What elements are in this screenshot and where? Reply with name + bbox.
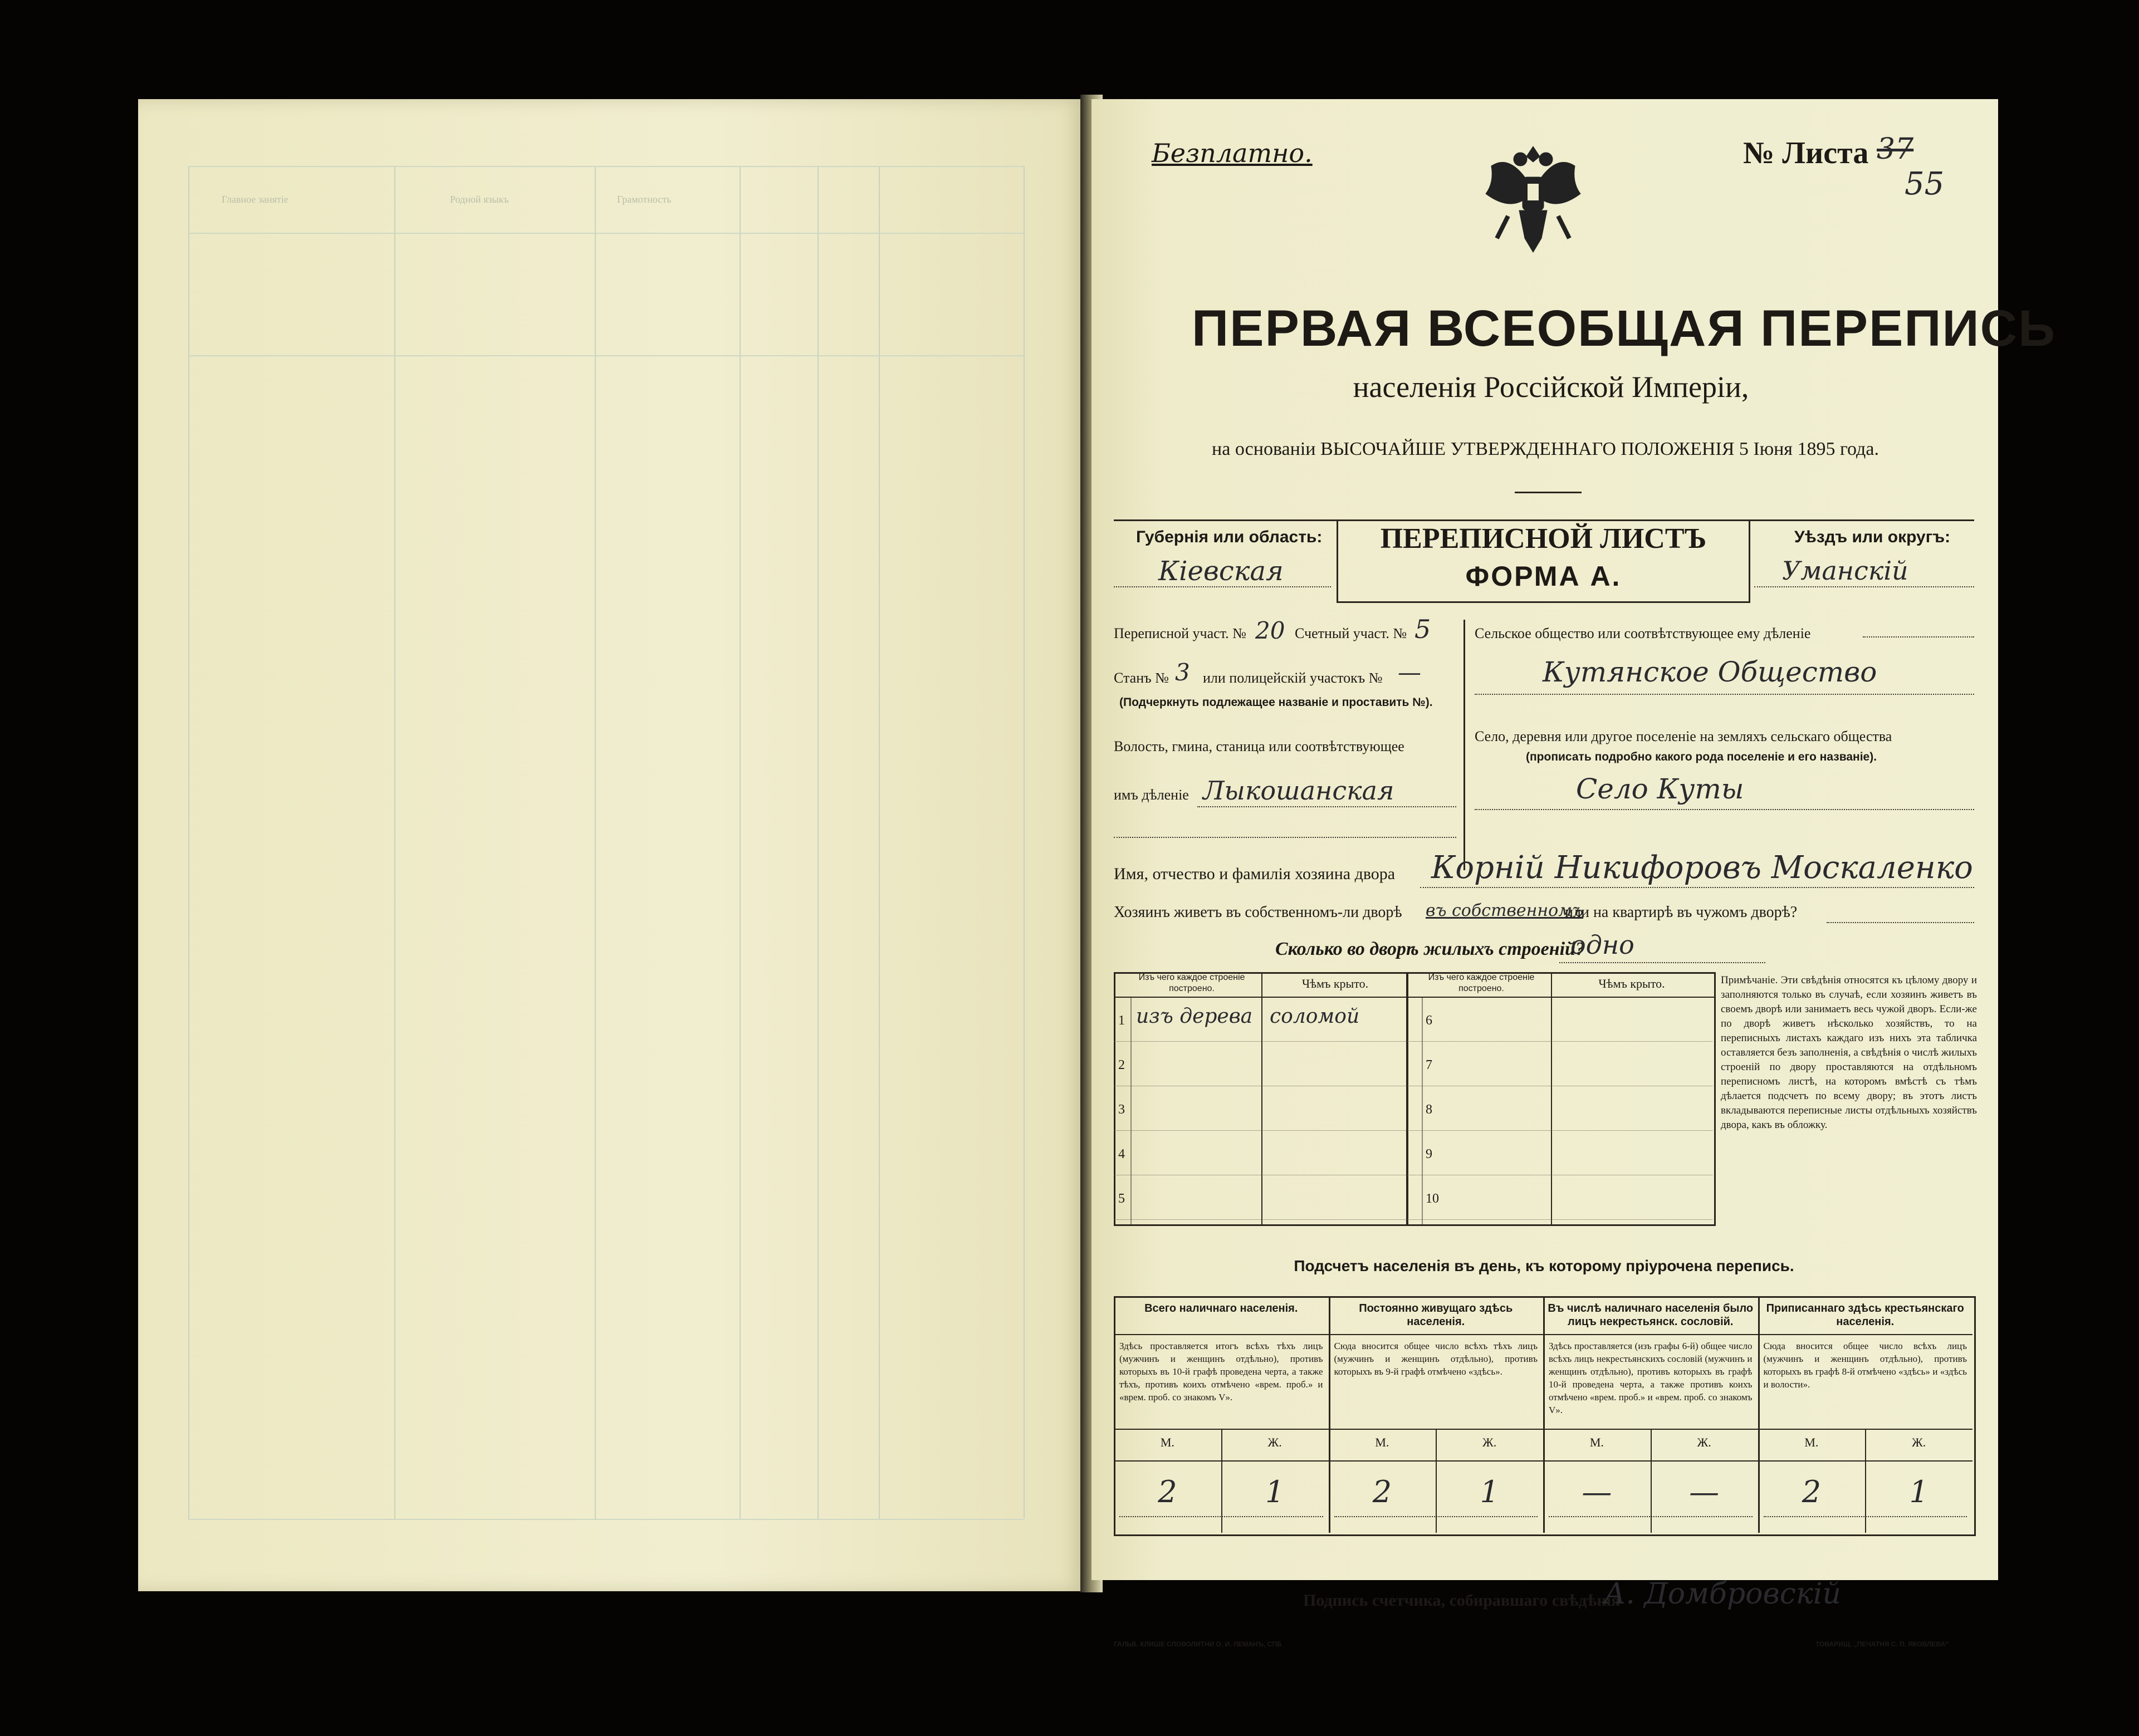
printer-right: ТОВАРИЩ. „ПЕЧАТНЯ С. П. ЯКОВЛЕВА“ [1815,1640,1949,1648]
buildings-label: Сколько во дворѣ жилыхъ строеній? [1275,939,1585,959]
underline-note: (Подчеркнуть подлежащее названіе и проставить №). [1119,696,1433,709]
count-area-value: 5 [1414,614,1431,644]
form-title: ПЕРЕПИСНОЙ ЛИСТЪ [1380,523,1707,555]
village-note: (прописать подробно какого рода поселеніе и его названіе). [1526,751,1877,763]
residence-value: въ собственномъ [1426,901,1584,920]
tally-heading: Подсчетъ населенія въ день, къ которому пріурочена перепись. [1294,1257,1794,1274]
tally-column-title: Постоянно живущаго здѣсь населенія. [1359,1302,1513,1328]
form-subtitle: ФОРМА А. [1465,561,1622,592]
ghost-header: Грамотность [617,194,672,205]
ghost-header: Главное занятіе [222,194,288,205]
col-material-header-2: Изъ чего каждое строеніе построено. [1428,973,1535,993]
tally-female-value: 1 [1480,1474,1499,1509]
sheet-number-struck: 37 [1877,133,1914,166]
sheet-label: № Листа [1743,136,1869,170]
tally-male-value: — [1582,1474,1612,1509]
tally-column-desc: Сюда вносится общее число всѣхъ тѣхъ лицъ (мужчинъ и женщинъ отдѣльно), противъ которыхъ въ 9-й графѣ отмѣчено «здѣсь». [1334,1341,1538,1377]
tally-female-value: 1 [1265,1474,1285,1509]
society-value: Кутянское Общество [1543,656,1877,688]
tally-female-value: 1 [1909,1474,1928,1509]
volost-label-2: имъ дѣленіе [1114,787,1189,803]
col-roof-header-2: Чѣмъ крыто. [1598,977,1665,990]
district-label: Уѣздъ или округъ: [1794,528,1951,546]
tally-male-value: 2 [1158,1474,1177,1509]
tally-column-title: Приписаннаго здѣсь крестьянскаго населенія. [1766,1302,1964,1328]
tally-male-value: 2 [1372,1474,1392,1509]
police-value: — [1398,659,1421,686]
row-number: 10 [1426,1191,1439,1206]
count-area-label: Счетный участ. № [1295,625,1407,641]
row-number: 1 [1118,1013,1125,1028]
double-headed-eagle-emblem [1475,133,1592,261]
census-basis: на основаніи ВЫСОЧАЙШЕ УТВЕРЖДЕННАГО ПОЛОЖЕНІЯ 5 Іюня 1895 года. [1212,439,1879,459]
tally-column-desc: Здѣсь проставляется итогъ всѣхъ тѣхъ лицъ (мужчинъ и женщинъ отдѣльно), противъ которыхъ въ 10-й графѣ проведена черта, а также тѣхъ, противъ коихъ отмѣчено «врем. проб.» и «врем. проб. со знакомъ V». [1119,1341,1323,1402]
district-value: Уманскій [1782,556,1908,586]
tally-male-header: М. [1160,1435,1174,1449]
stan-label: Станъ № [1114,670,1169,686]
row-number: 3 [1118,1102,1125,1117]
row-material: изъ дерева [1136,1005,1253,1028]
volost-label: Волость, гмина, станица или соотвѣтствующее [1114,738,1404,754]
row-number: 8 [1426,1102,1432,1117]
province-label: Губернія или область: [1136,528,1323,546]
owner-label: Имя, отчество и фамилія хозяина двора [1114,865,1396,883]
police-label: или полицейскій участокъ № [1203,670,1383,686]
census-title: ПЕРВАЯ ВСЕОБЩАЯ ПЕРЕПИСЬ [1192,300,2057,357]
volost-value: Лыкошанская [1203,776,1394,806]
tally-column-desc: Здѣсь проставляется (изъ графы 6-й) общее число всѣхъ лицъ некрестьянскихъ сословій (мужчинъ и женщинъ отдѣльно), противъ которыхъ въ графѣ 10-й проведена черта, а также противъ коихъ отмѣчено «врем. проб.» и «врем. проб. со знакомъ V». [1549,1341,1753,1415]
buildings-value: одно [1570,930,1634,960]
col-roof-header: Чѣмъ крыто. [1301,977,1369,990]
row-number: 2 [1118,1058,1125,1072]
tally-male-value: 2 [1802,1474,1822,1509]
col-material-header: Изъ чего каждое строеніе построено. [1138,973,1245,993]
census-subtitle: населенія Россійской Имперіи, [1353,370,1749,404]
stan-value: 3 [1175,659,1190,686]
tally-female-header: Ж. [1482,1435,1497,1449]
tally-column-title: Всего наличнаго населенія. [1144,1302,1298,1315]
tally-female-header: Ж. [1697,1435,1711,1449]
residence-label-2: или на квартирѣ въ чужомъ дворѣ? [1565,904,1798,921]
row-number: 7 [1426,1058,1432,1072]
buildings-note: Примѣчаніе. Эти свѣдѣнія относятся къ цѣлому двору и заполняются только въ случаѣ, если хозяинъ живетъ въ своемъ дворѣ или занимаетъ весь чужой дворъ. Если-же по дворѣ живетъ нѣсколько хозяйствъ, то на переписныхъ листахъ каждаго изъ нихъ эта табличка оставляется безъ заполненія, а свѣдѣнія о числѣ жилыхъ строеній по двору проставляются на отдѣльномъ переписномъ листѣ, на которомъ вмѣстѣ съ тѣмъ дѣлается подсчетъ по всему двору; въ этотъ листъ вкладываются переписные листы отдѣльныхъ хозяйствъ двора, какъ въ обложку. [1721,974,1977,1131]
residence-label: Хозяинъ живетъ въ собственномъ-ли дворѣ [1114,904,1402,921]
village-value: Село Куты [1576,773,1744,805]
tally-female-header: Ж. [1912,1435,1926,1449]
ghost-header: Родной языкъ [450,194,509,205]
tally-column-desc: Сюда вносится общее число всѣхъ лицъ (мужчинъ и женщинъ отдѣльно), противъ которыхъ въ графѣ 8-й отмѣчено «здѣсь» и «здѣсь и волости». [1763,1341,1967,1390]
row-roof: соломой [1270,1005,1360,1028]
census-area-value: 20 [1255,617,1285,644]
sheet-number: 55 [1905,166,1945,202]
census-area-label: Переписной участ. № [1114,625,1246,641]
census-form-page [1091,99,2057,1648]
signature-label: Подпись счетчика, собиравшаго свѣдѣнія [1303,1591,1621,1610]
row-number: 4 [1118,1147,1125,1161]
tally-female-value: — [1689,1474,1720,1509]
tally-female-header: Ж. [1267,1435,1282,1449]
society-label: Сельское общество или соотвѣтствующее ему дѣленіе [1475,625,1811,641]
tally-male-header: М. [1375,1435,1389,1449]
province-value: Кіевская [1158,556,1284,587]
tally-male-header: М. [1804,1435,1819,1449]
row-number: 5 [1118,1191,1125,1206]
tally-column-title: Въ числѣ наличнаго населенія было лицъ некрестьянск. сословій. [1548,1302,1754,1328]
free-label: Безплатно. [1152,138,1313,168]
row-number: 9 [1426,1147,1432,1161]
village-label: Село, деревня или другое поселеніе на земляхъ сельскаго общества [1475,728,1892,744]
printer-left: ГАЛЬВ. КЛИШЕ СЛОВОЛИТНИ О. И. ЛЕМАНЪ, СПБ [1114,1640,1282,1648]
owner-value: Корній Никифоровъ Москаленко [1431,850,1973,886]
row-number: 6 [1426,1013,1432,1028]
signature-value: А. Домбровскій [1604,1577,1842,1611]
left-page [138,99,1085,1591]
tally-male-header: М. [1589,1435,1604,1449]
